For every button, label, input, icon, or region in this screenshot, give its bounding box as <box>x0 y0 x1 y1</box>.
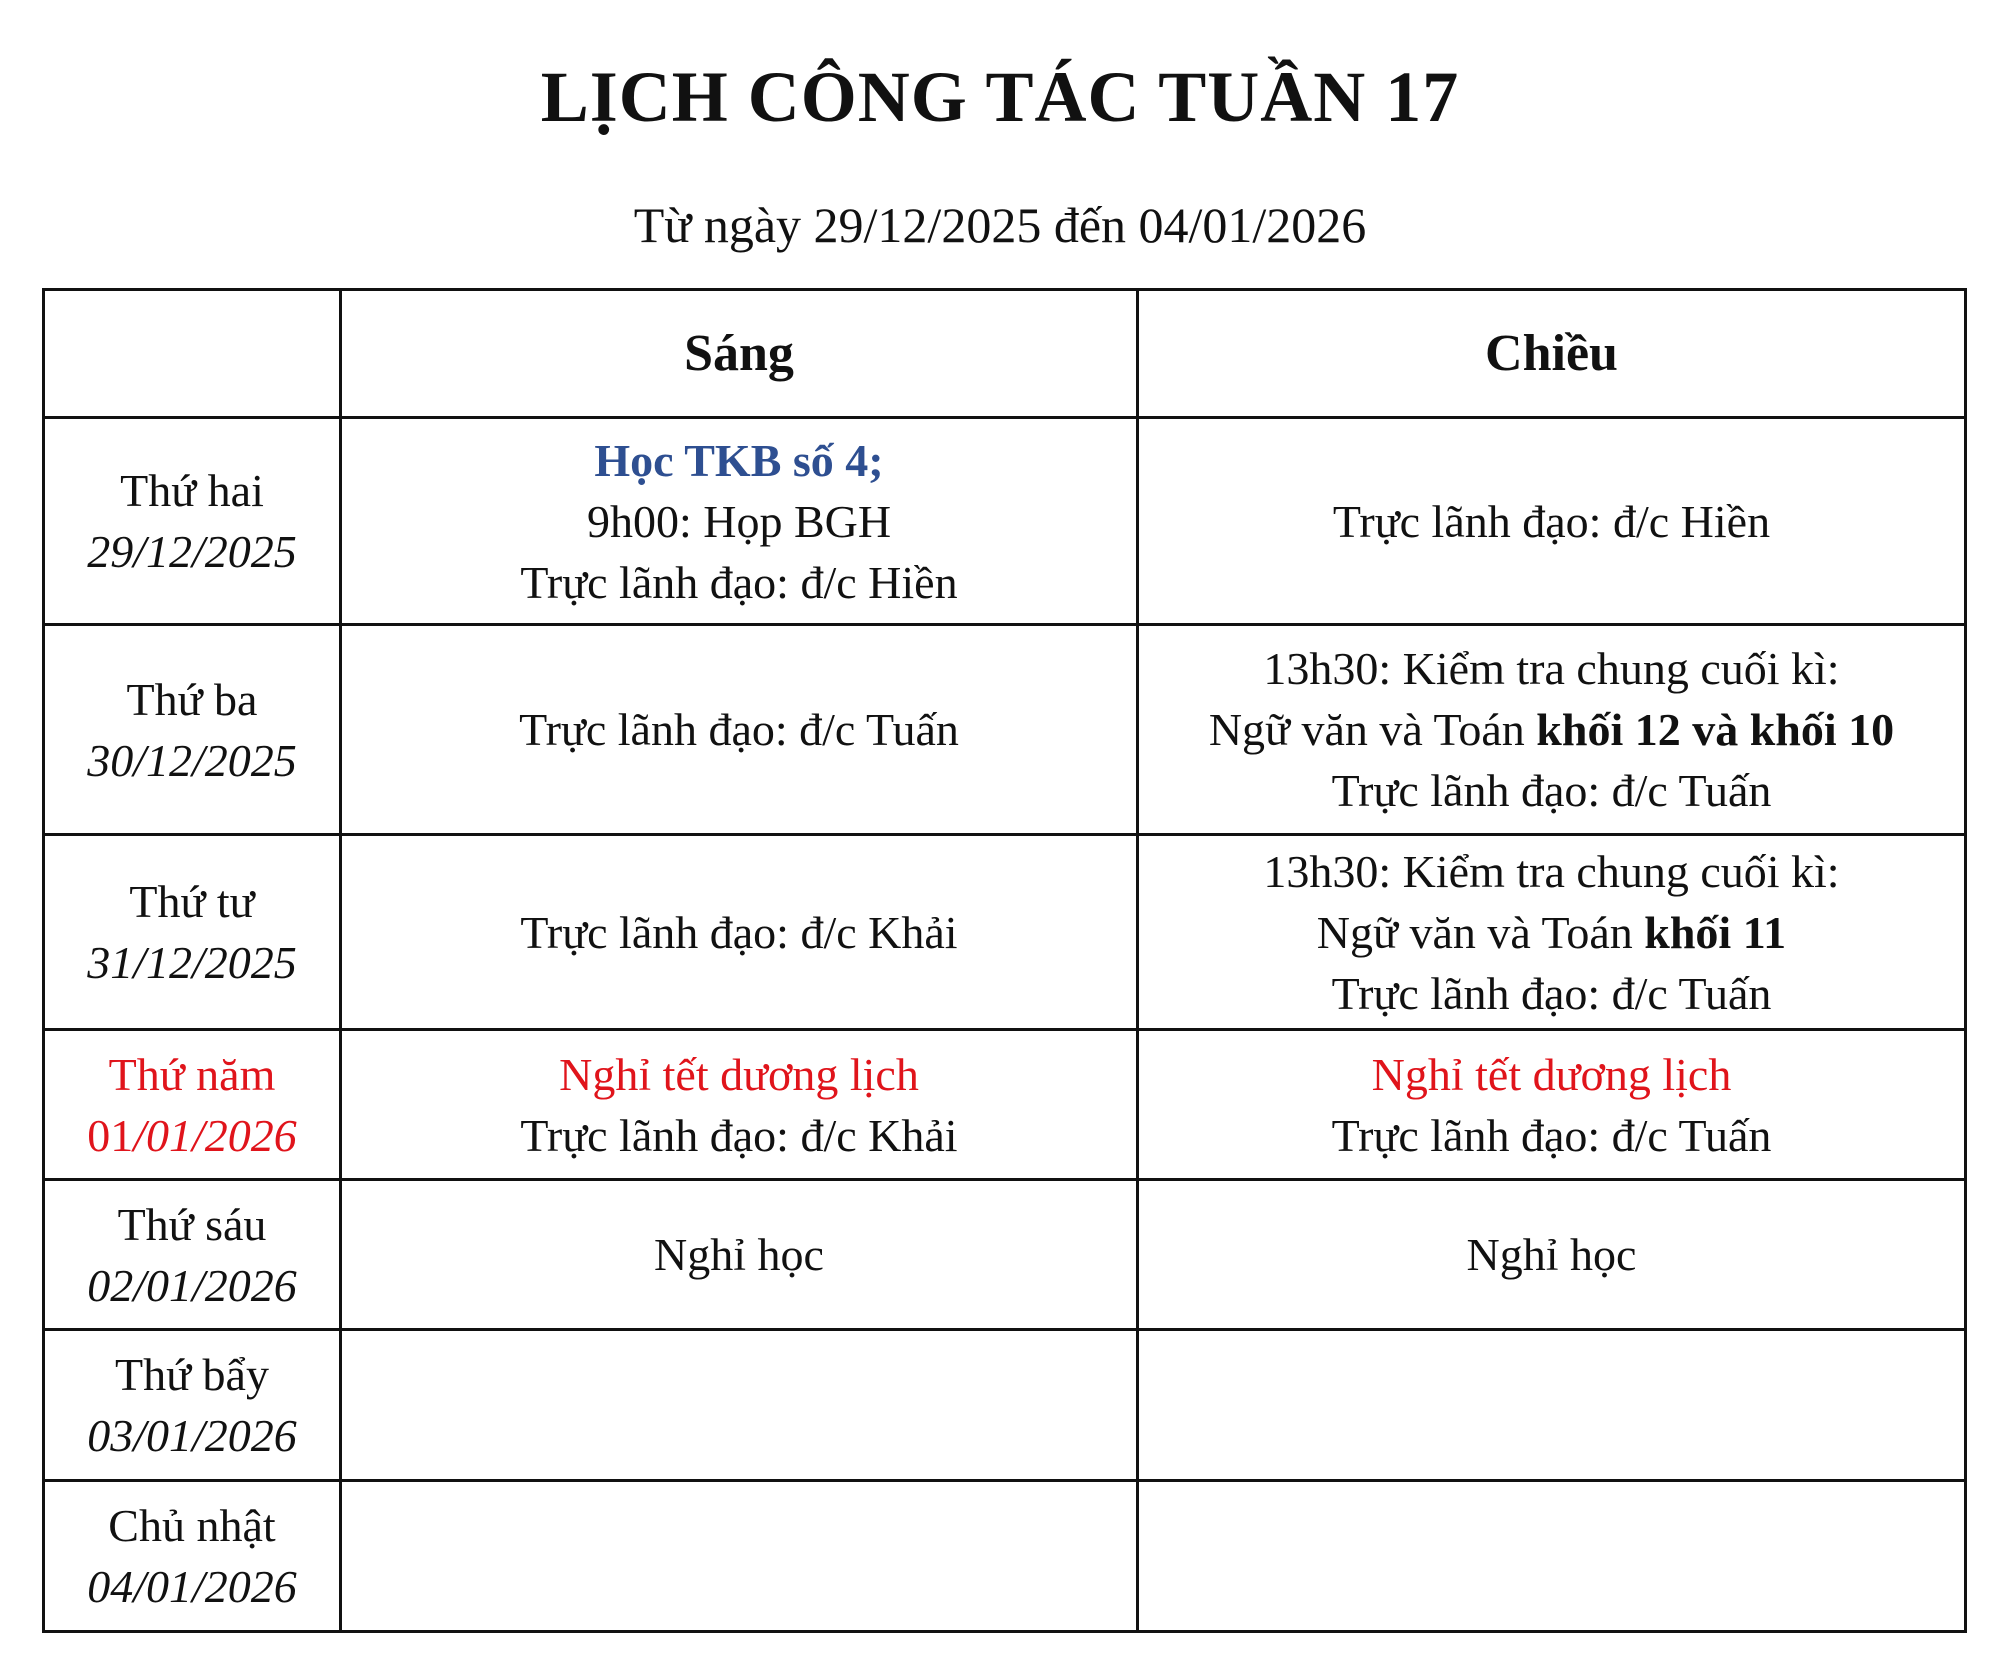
duty-entry: Trực lãnh đạo: đ/c Khải <box>520 906 958 958</box>
table-row <box>44 1180 1966 1330</box>
table-row <box>44 418 1966 625</box>
day-cell <box>44 1330 341 1481</box>
duty-entry: Trực lãnh đạo: đ/c Tuấn <box>1331 1109 1772 1161</box>
exam-entry: 13h30: Kiểm tra chung cuối kì: <box>1263 643 1840 694</box>
day-date <box>45 1105 339 1166</box>
day-off-note: Nghỉ học <box>654 1229 824 1280</box>
schedule-table <box>42 288 1967 1633</box>
exam-entry: 13h30: Kiểm tra chung cuối kì: <box>1263 845 1840 897</box>
day-off-note: Nghỉ học <box>1466 1229 1637 1280</box>
header-day-cell <box>44 290 341 418</box>
day-cell <box>44 625 341 835</box>
day-cell <box>44 835 341 1030</box>
day-name: Thứ hai <box>120 465 264 516</box>
day-name: Thứ sáu <box>117 1198 267 1250</box>
afternoon-cell <box>1138 625 1966 835</box>
day-date: 04/01/2026 <box>87 1561 297 1612</box>
morning-cell <box>341 1481 1138 1632</box>
afternoon-cell <box>1138 835 1966 1030</box>
morning-cell <box>341 625 1138 835</box>
day-cell <box>44 1180 341 1330</box>
day-cell <box>44 418 341 625</box>
morning-cell <box>341 1030 1138 1180</box>
duty-entry: Trực lãnh đạo: đ/c Tuấn <box>1331 967 1772 1019</box>
table-row <box>44 1481 1966 1632</box>
day-date-rest: /01/2026 <box>133 1109 297 1161</box>
day-date: 29/12/2025 <box>87 526 297 577</box>
holiday-note: Nghỉ tết dương lịch <box>1371 1048 1732 1100</box>
day-cell <box>44 1030 341 1180</box>
table-row <box>44 1330 1966 1481</box>
exam-grades: khối 12 và khối 10 <box>1536 704 1895 755</box>
holiday-note: Nghỉ tết dương lịch <box>559 1048 919 1100</box>
day-name: Thứ năm <box>108 1048 276 1100</box>
afternoon-cell <box>1138 1180 1966 1330</box>
afternoon-cell <box>1138 1481 1966 1632</box>
morning-cell <box>341 1180 1138 1330</box>
morning-cell <box>341 1330 1138 1481</box>
table-row <box>44 1030 1966 1180</box>
day-cell <box>44 1481 341 1632</box>
afternoon-cell <box>1138 418 1966 625</box>
header-afternoon-cell: Chiều <box>1138 290 1966 418</box>
morning-cell <box>341 835 1138 1030</box>
day-date: 31/12/2025 <box>87 937 297 988</box>
day-date: 30/12/2025 <box>87 734 297 786</box>
afternoon-cell <box>1138 1030 1966 1180</box>
exam-subjects-text: Ngữ văn và Toán <box>1208 704 1537 755</box>
exam-subjects-text: Ngữ văn và Toán <box>1316 906 1645 958</box>
day-date: 03/01/2026 <box>87 1410 297 1461</box>
duty-entry: Trực lãnh đạo: đ/c Tuấn <box>1331 765 1772 816</box>
table-row <box>44 625 1966 835</box>
duty-entry: Trực lãnh đạo: đ/c Tuấn <box>519 704 959 755</box>
day-name: Thứ bẩy <box>115 1349 269 1400</box>
table-row <box>44 835 1966 1030</box>
exam-subjects <box>1139 699 1964 760</box>
header-morning-cell: Sáng <box>341 290 1138 418</box>
page-subtitle: Từ ngày 29/12/2025 đến 04/01/2026 <box>633 197 1367 253</box>
day-name: Thứ ba <box>126 673 258 725</box>
duty-entry: Trực lãnh đạo: đ/c Khải <box>520 1109 958 1161</box>
meeting-entry: 9h00: Họp BGH <box>586 495 892 547</box>
day-date-day: 01 <box>87 1109 134 1161</box>
day-name: Chủ nhật <box>108 1500 276 1551</box>
morning-cell <box>341 418 1138 625</box>
day-date: 02/01/2026 <box>87 1259 297 1311</box>
exam-grades: khối 11 <box>1644 906 1787 958</box>
duty-entry: Trực lãnh đạo: đ/c Hiền <box>1332 495 1771 547</box>
day-name: Thứ tư <box>129 876 255 927</box>
schedule-note: Học TKB số 4; <box>594 434 884 486</box>
page-title: LỊCH CÔNG TÁC TUẦN 17 <box>540 57 1460 137</box>
afternoon-cell <box>1138 1330 1966 1481</box>
exam-subjects <box>1139 902 1964 963</box>
duty-entry: Trực lãnh đạo: đ/c Hiền <box>520 556 958 608</box>
header-row <box>44 290 1966 418</box>
